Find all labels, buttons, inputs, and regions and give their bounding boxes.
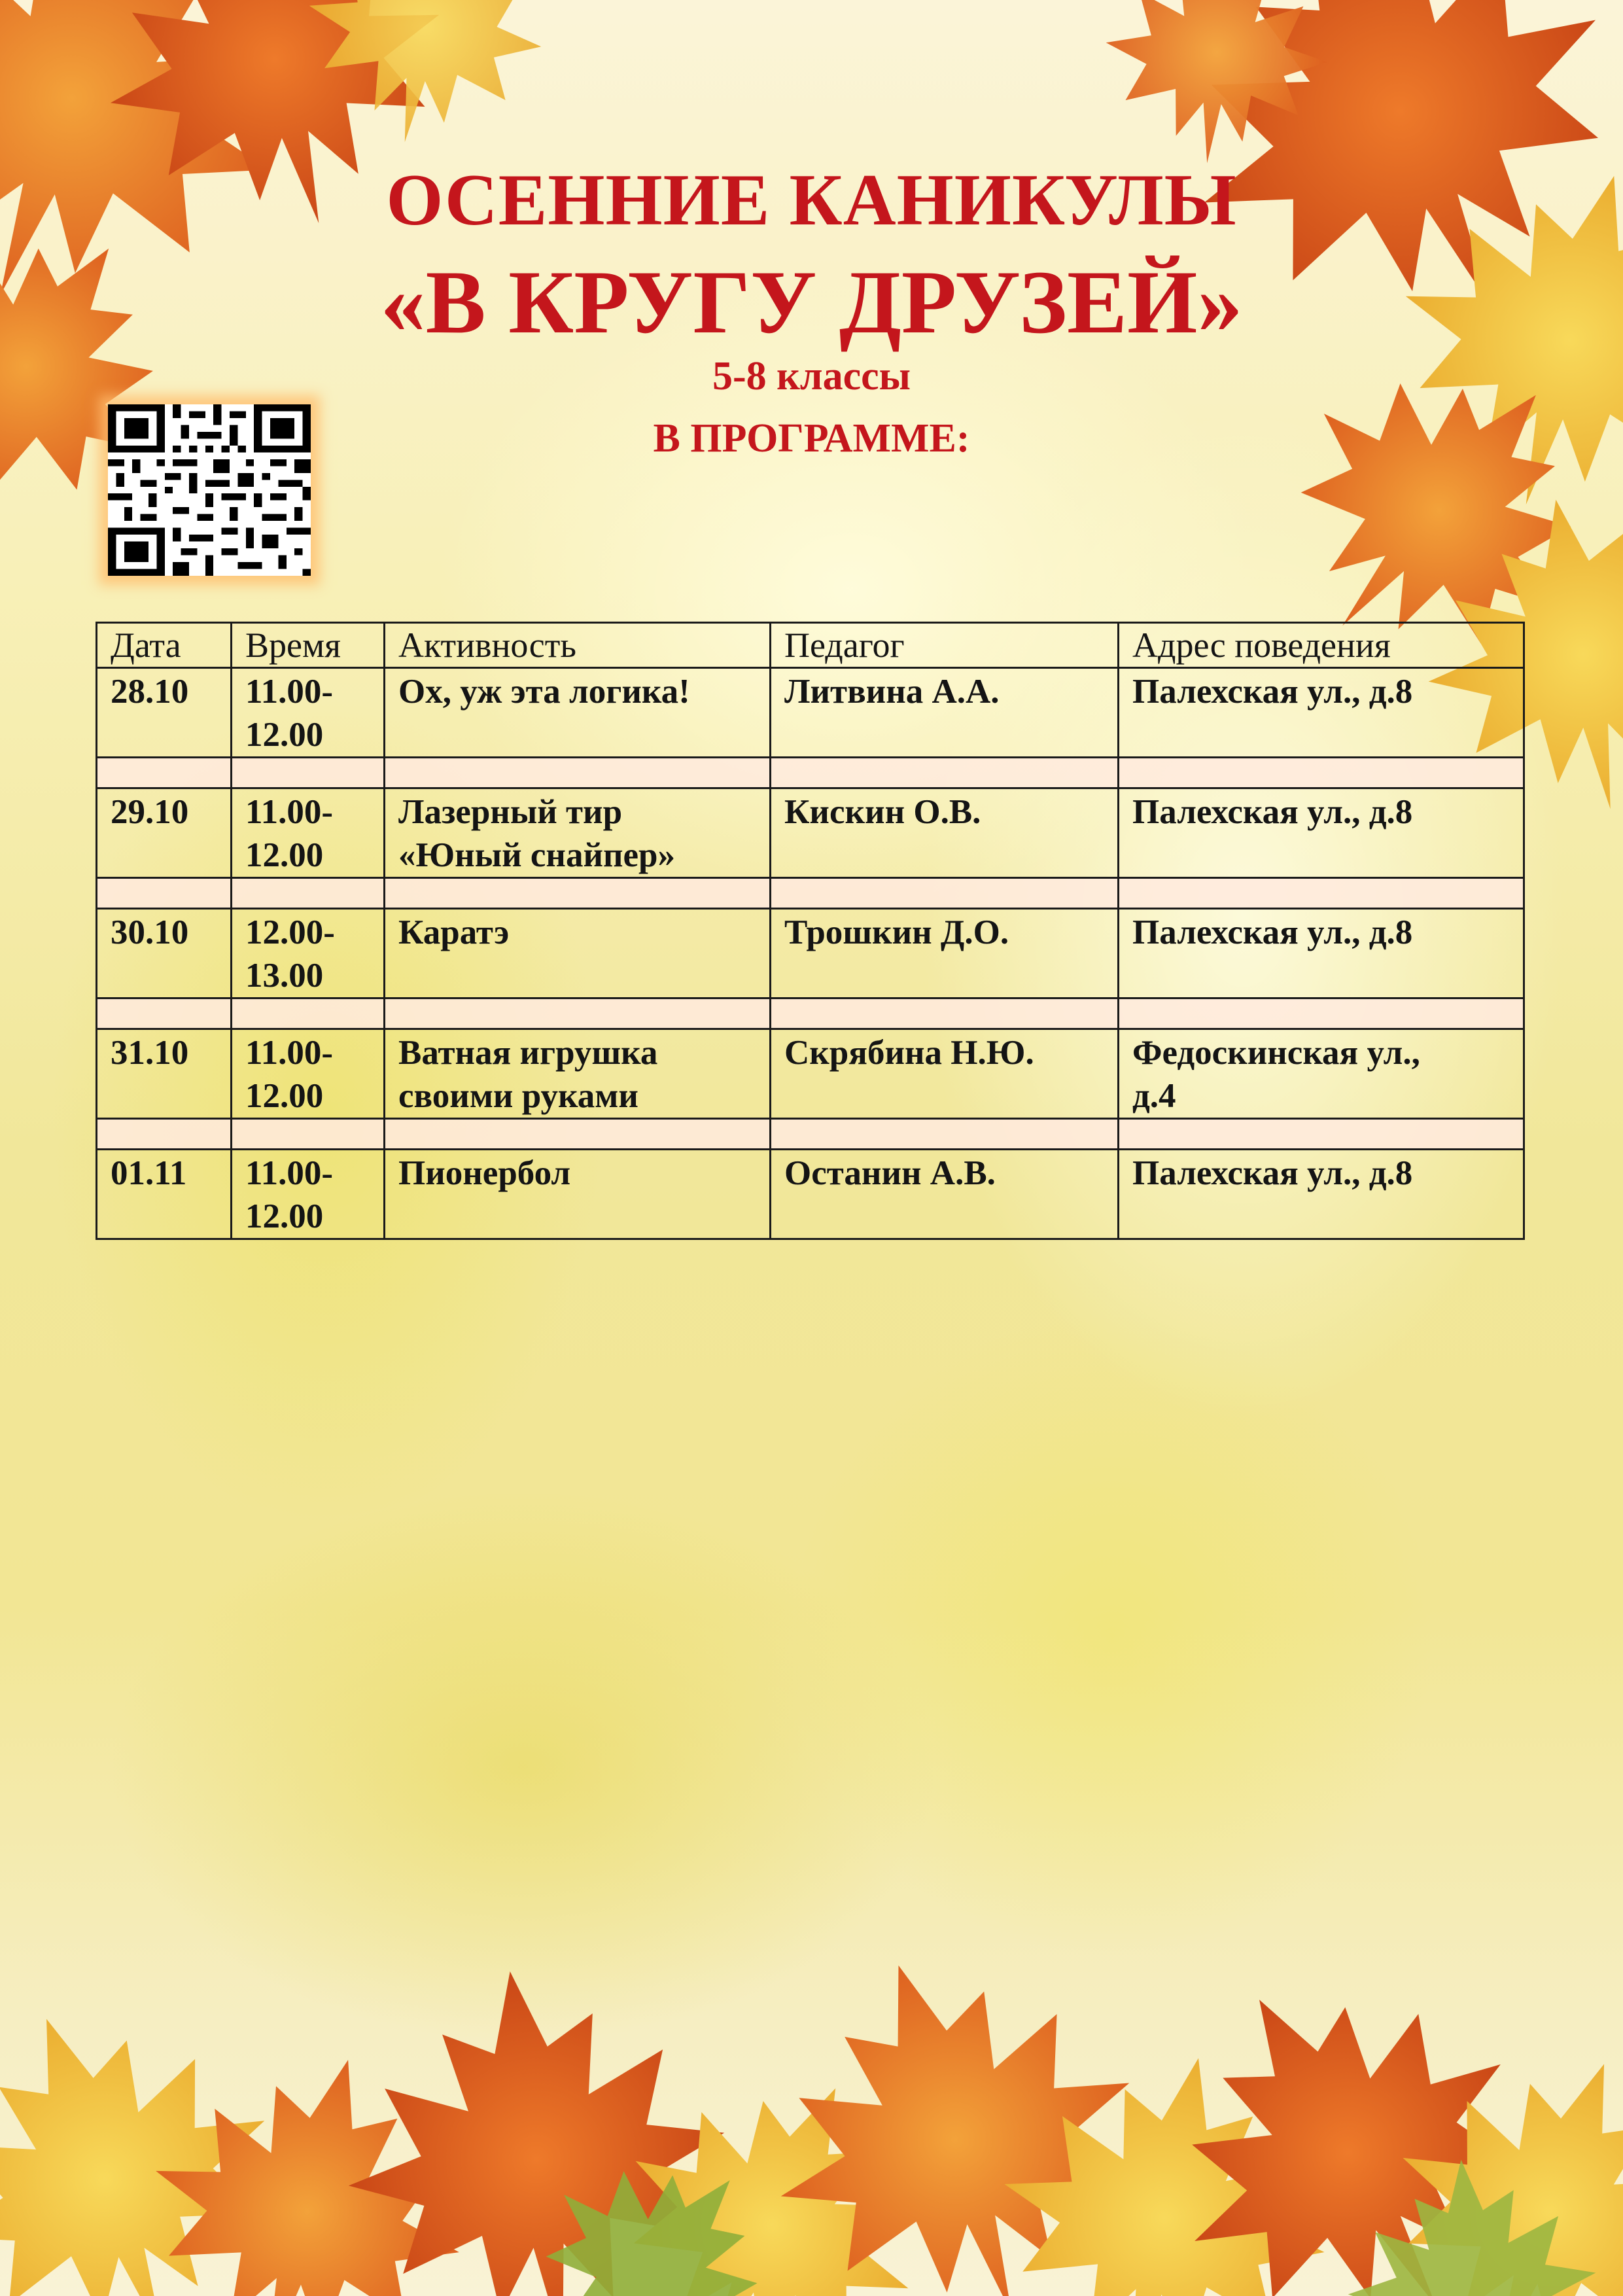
address-cell: Палехская ул., д.8	[1119, 788, 1524, 878]
program-heading: В ПРОГРАММЕ:	[653, 416, 970, 461]
table-row	[97, 1150, 1524, 1239]
time-cell: 12.00- 13.00	[232, 909, 385, 998]
activity-cell: Лазерный тир «Юный снайпер»	[385, 788, 771, 878]
spacer-row	[97, 878, 1524, 909]
activity-cell: Ох, уж эта логика!	[385, 668, 771, 758]
teacher-cell: Кискин О.В.	[771, 788, 1119, 878]
address-cell: Палехская ул., д.8	[1119, 1150, 1524, 1239]
teacher-cell: Трошкин Д.О.	[771, 909, 1119, 998]
address-cell: Палехская ул., д.8	[1119, 909, 1524, 998]
date-cell: 29.10	[97, 788, 232, 878]
activity-cell: Ватная игрушка своими руками	[385, 1029, 771, 1119]
table-row	[97, 909, 1524, 998]
poster-title-line-2: «В КРУГУ ДРУЗЕЙ»	[380, 252, 1243, 352]
column-header-activity: Активность	[385, 623, 771, 668]
address-cell: Федоскинская ул., д.4	[1119, 1029, 1524, 1119]
date-cell: 01.11	[97, 1150, 232, 1239]
column-header-date: Дата	[97, 623, 232, 668]
teacher-cell: Литвина А.А.	[771, 668, 1119, 758]
teacher-cell: Останин А.В.	[771, 1150, 1119, 1239]
schedule-table	[96, 622, 1525, 1240]
spacer-row	[97, 1119, 1524, 1150]
table-row	[97, 668, 1524, 758]
date-cell: 28.10	[97, 668, 232, 758]
table-row	[97, 788, 1524, 878]
time-cell: 11.00- 12.00	[232, 788, 385, 878]
time-cell: 11.00- 12.00	[232, 1029, 385, 1119]
address-cell: Палехская ул., д.8	[1119, 668, 1524, 758]
qr-code-icon[interactable]	[108, 404, 311, 576]
spacer-row	[97, 758, 1524, 788]
activity-cell: Пионербол	[385, 1150, 771, 1239]
time-cell: 11.00- 12.00	[232, 1150, 385, 1239]
spacer-row	[97, 998, 1524, 1029]
table-header-row	[97, 623, 1524, 668]
time-cell: 11.00- 12.00	[232, 668, 385, 758]
column-header-time: Время	[232, 623, 385, 668]
date-cell: 31.10	[97, 1029, 232, 1119]
table-row	[97, 1029, 1524, 1119]
poster-title-line-1: ОСЕННИЕ КАНИКУЛЫ	[386, 160, 1237, 241]
grades-label: 5-8 классы	[712, 354, 911, 398]
column-header-teacher: Педагог	[771, 623, 1119, 668]
column-header-address: Адрес поведения	[1119, 623, 1524, 668]
teacher-cell: Скрябина Н.Ю.	[771, 1029, 1119, 1119]
date-cell: 30.10	[97, 909, 232, 998]
activity-cell: Каратэ	[385, 909, 771, 998]
